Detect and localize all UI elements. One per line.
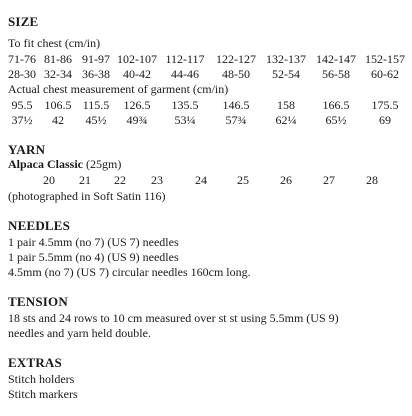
size-heading: SIZE — [8, 14, 39, 29]
to-fit-in-row — [0, 67, 412, 83]
yarn-quantity-cell: 25 — [237, 173, 249, 187]
yarn-quantity-row — [0, 173, 412, 189]
yarn-weight: (25gm) — [83, 157, 122, 171]
to-fit-label: To fit chest (cm/in) — [8, 36, 101, 50]
yarn-quantity-cell: 23 — [151, 173, 163, 187]
to-fit-in-cell: 56-58 — [322, 67, 350, 81]
to-fit-cm-row — [0, 52, 412, 68]
yarn-quantity-cell: 20 — [43, 173, 55, 187]
to-fit-cm-cell: 91-97 — [82, 52, 110, 66]
actual-in-cell: 37½ — [11, 113, 33, 127]
actual-in-cell: 57¾ — [225, 113, 247, 127]
extras-line: Stitch markers — [8, 387, 78, 401]
to-fit-cm-cell: 132-137 — [266, 52, 306, 66]
tension-line: 18 sts and 24 rows to 10 cm measured over st st using 5.5mm (US 9) — [8, 311, 339, 325]
yarn-quantity-cell: 27 — [323, 173, 335, 187]
needles-line: 4.5mm (no 7) (US 7) circular needles 160cm long. — [8, 265, 251, 279]
actual-cm-cell: 158 — [277, 98, 295, 112]
tension-heading: TENSION — [8, 294, 68, 309]
to-fit-in-cell: 44-46 — [171, 67, 199, 81]
needles-heading: NEEDLES — [8, 218, 71, 233]
yarn-name: Alpaca Classic — [8, 157, 83, 171]
actual-in-cell: 65½ — [325, 113, 347, 127]
yarn-heading: YARN — [8, 142, 46, 157]
yarn-quantity-cell: 28 — [366, 173, 378, 187]
extras-heading: EXTRAS — [8, 355, 62, 370]
yarn-quantity-cell: 22 — [114, 173, 126, 187]
actual-in-cell: 62¼ — [275, 113, 297, 127]
to-fit-cm-cell: 122-127 — [216, 52, 256, 66]
tension-line: needles and yarn held double. — [8, 326, 151, 340]
actual-cm-cell: 146.5 — [222, 98, 250, 112]
actual-in-cell: 49¾ — [126, 113, 148, 127]
actual-in-cell: 45½ — [85, 113, 107, 127]
actual-cm-cell: 135.5 — [171, 98, 199, 112]
yarn-quantity-cell: 21 — [79, 173, 91, 187]
actual-cm-cell: 106.5 — [44, 98, 72, 112]
actual-chest-label: Actual chest measurement of garment (cm/in) — [8, 82, 229, 96]
actual-in-row — [0, 113, 412, 129]
to-fit-in-cell: 48-50 — [222, 67, 250, 81]
actual-cm-cell: 126.5 — [123, 98, 151, 112]
to-fit-in-cell: 32-34 — [44, 67, 72, 81]
needles-line: 1 pair 5.5mm (no 4) (US 9) needles — [8, 250, 179, 264]
to-fit-cm-cell: 112-117 — [165, 52, 205, 66]
actual-in-cell: 69 — [379, 113, 391, 127]
to-fit-cm-cell: 102-107 — [117, 52, 157, 66]
needles-line: 1 pair 4.5mm (no 7) (US 7) needles — [8, 235, 179, 249]
to-fit-cm-cell: 71-76 — [8, 52, 36, 66]
to-fit-cm-cell: 81-86 — [44, 52, 72, 66]
to-fit-cm-cell: 142-147 — [316, 52, 356, 66]
actual-in-cell: 42 — [52, 113, 64, 127]
actual-cm-cell: 115.5 — [82, 98, 110, 112]
to-fit-in-cell: 60-62 — [371, 67, 399, 81]
actual-cm-cell: 166.5 — [322, 98, 350, 112]
extras-line: Stitch holders — [8, 372, 75, 386]
to-fit-in-cell: 52-54 — [272, 67, 300, 81]
actual-cm-cell: 95.5 — [11, 98, 33, 112]
yarn-quantity-cell: 26 — [280, 173, 292, 187]
actual-in-cell: 53¼ — [174, 113, 196, 127]
yarn-note: (photographed in Soft Satin 116) — [8, 189, 166, 203]
actual-cm-row — [0, 98, 412, 114]
to-fit-cm-cell: 152-157 — [365, 52, 405, 66]
yarn-quantity-cell: 24 — [195, 173, 207, 187]
yarn-name-line — [8, 157, 121, 172]
to-fit-in-cell: 36-38 — [82, 67, 110, 81]
actual-cm-cell: 175.5 — [371, 98, 399, 112]
to-fit-in-cell: 28-30 — [8, 67, 36, 81]
to-fit-in-cell: 40-42 — [123, 67, 151, 81]
